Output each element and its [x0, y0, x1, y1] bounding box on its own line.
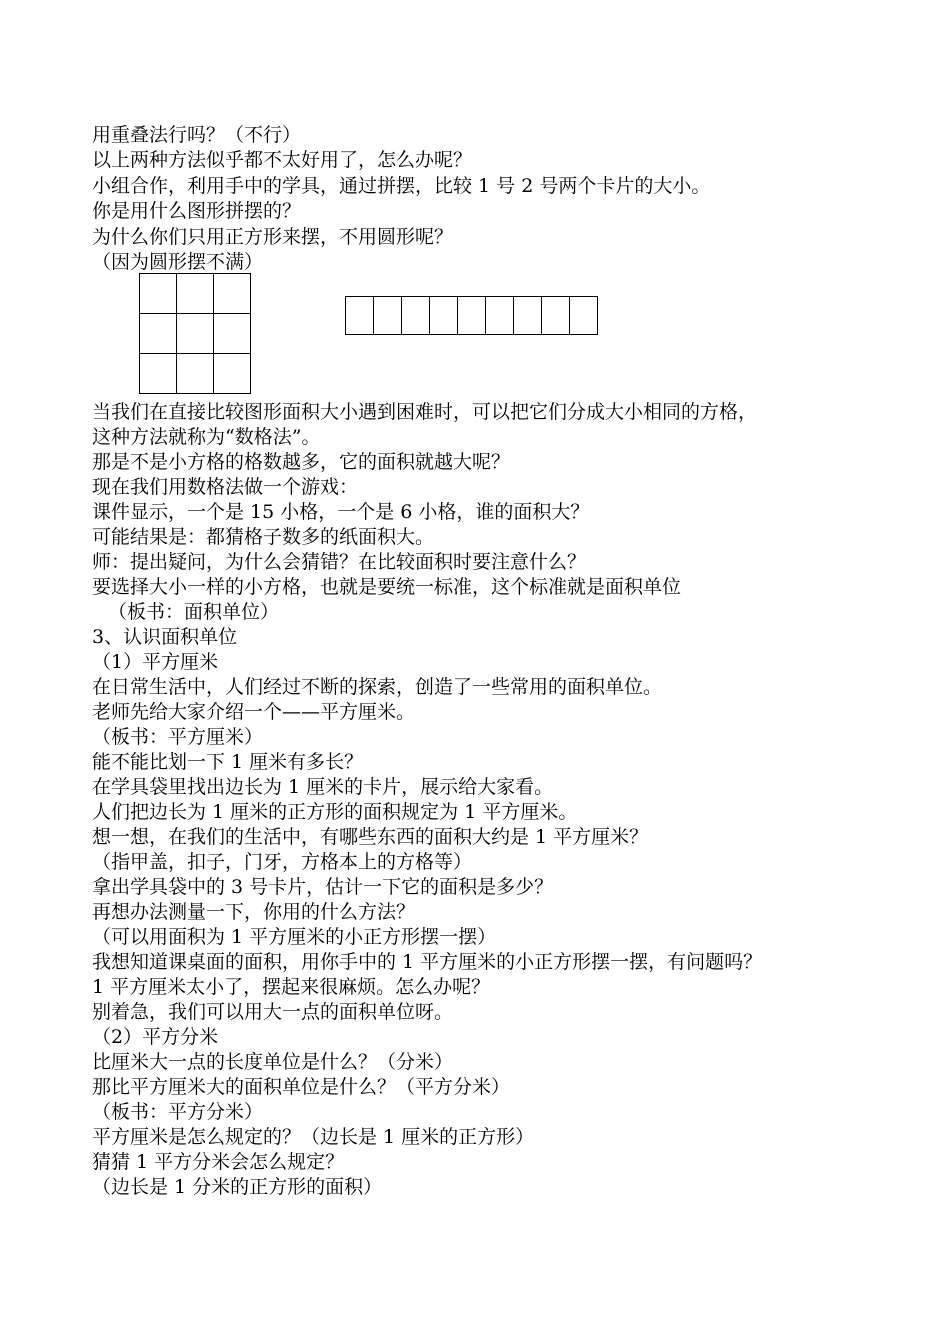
grid-cell [177, 314, 214, 354]
text-line: 你是用什么图形拼摆的？ [92, 200, 302, 222]
text-line: （指甲盖，扣子，门牙，方格本上的方格等） [92, 851, 473, 873]
text-line: （边长是 1 分米的正方形的面积） [92, 1176, 383, 1198]
text-line: 那比平方厘米大的面积单位是什么？（平方分米） [92, 1076, 511, 1098]
text-line: 再想办法测量一下，你用的什么方法？ [92, 901, 416, 923]
grid-cell [140, 314, 177, 354]
text-line: （可以用面积为 1 平方厘米的小正方形摆一摆） [92, 926, 497, 948]
grid-cell [346, 297, 374, 335]
square-grid-3x3 [139, 273, 251, 394]
grid-cell [140, 274, 177, 314]
text-line: 平方厘米是怎么规定的？（边长是 1 厘米的正方形） [92, 1126, 535, 1148]
text-line: 在日常生活中，人们经过不断的探索，创造了一些常用的面积单位。 [92, 676, 663, 698]
subsection-heading: （1）平方厘米 [92, 651, 219, 673]
section-heading: 3、认识面积单位 [92, 626, 238, 648]
text-line: 可能结果是：都猜格子数多的纸面积大。 [92, 526, 435, 548]
text-line: （板书：平方厘米） [92, 726, 264, 748]
grid-cell [430, 297, 458, 335]
grid-cell [514, 297, 542, 335]
text-line: 想一想，在我们的生活中，有哪些东西的面积大约是 1 平方厘米？ [92, 826, 649, 848]
strip-grid-1x9 [345, 296, 598, 335]
grid-cell [177, 274, 214, 314]
grid-cell [402, 297, 430, 335]
text-line: 师：提出疑问，为什么会猜错？在比较面积时要注意什么？ [92, 551, 587, 573]
grid-cell [177, 354, 214, 394]
grid-cell [570, 297, 598, 335]
text-line: 要选择大小一样的小方格，也就是要统一标准，这个标准就是面积单位 [92, 576, 682, 598]
text-line: 比厘米大一点的长度单位是什么？（分米） [92, 1051, 454, 1073]
text-line: 现在我们用数格法做一个游戏： [92, 476, 359, 498]
subsection-heading: （2）平方分米 [92, 1026, 219, 1048]
text-line: 1 平方厘米太小了，摆起来很麻烦。怎么办呢？ [92, 976, 491, 998]
grid-cell [214, 314, 251, 354]
text-line: 老师先给大家介绍一个——平方厘米。 [92, 701, 416, 723]
grid-cell [214, 274, 251, 314]
text-line: 人们把边长为 1 厘米的正方形的面积规定为 1 平方厘米。 [92, 801, 578, 823]
text-line: 课件显示，一个是 15 小格，一个是 6 小格，谁的面积大？ [92, 501, 590, 523]
text-line: 猜猜 1 平方分米会怎么规定？ [92, 1151, 345, 1173]
text-line: 能不能比划一下 1 厘米有多长？ [92, 751, 364, 773]
text-line: 在学具袋里找出边长为 1 厘米的卡片，展示给大家看。 [92, 776, 554, 798]
text-line: 以上两种方法似乎都不太好用了，怎么办呢？ [92, 149, 473, 171]
text-line: 这种方法就称为“数格法”。 [92, 426, 321, 448]
text-line: 拿出学具袋中的 3 号卡片，估计一下它的面积是多少？ [92, 876, 554, 898]
text-line: （因为圆形摆不满） [92, 251, 264, 273]
grid-cell [542, 297, 570, 335]
grid-cell [486, 297, 514, 335]
text-line: （板书：面积单位） [108, 601, 280, 623]
text-line: 我想知道课桌面的面积，用你手中的 1 平方厘米的小正方形摆一摆，有问题吗？ [92, 951, 763, 973]
text-line: 别着急，我们可以用大一点的面积单位呀。 [92, 1001, 454, 1023]
grid-cell [140, 354, 177, 394]
text-line: （板书：平方分米） [92, 1101, 264, 1123]
text-line: 用重叠法行吗？（不行） [92, 124, 302, 146]
grid-cell [458, 297, 486, 335]
grid-cell [214, 354, 251, 394]
text-line: 那是不是小方格的格数越多，它的面积就越大呢？ [92, 451, 511, 473]
text-line: 为什么你们只用正方形来摆，不用圆形呢？ [92, 226, 454, 248]
text-line: 小组合作，利用手中的学具，通过拼摆，比较 1 号 2 号两个卡片的大小。 [92, 175, 711, 197]
text-line: 当我们在直接比较图形面积大小遇到困难时，可以把它们分成大小相同的方格， [92, 401, 758, 423]
grid-cell [374, 297, 402, 335]
